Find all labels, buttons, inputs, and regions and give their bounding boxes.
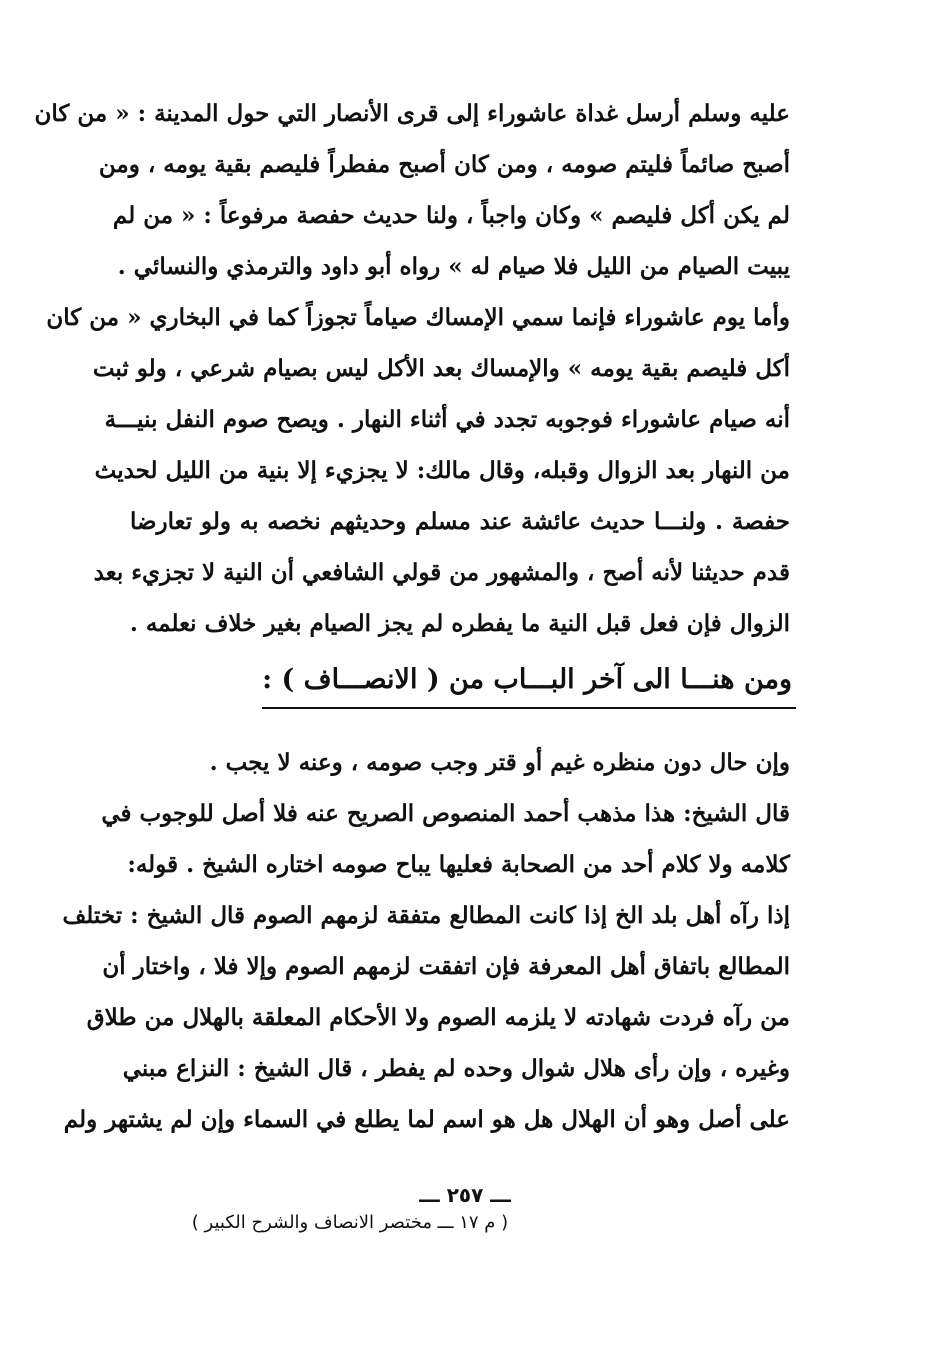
text-line: قال الشيخ: هذا مذهب أحمد المنصوص الصريح عنه فلا أصل للوجوب في: [101, 800, 790, 827]
text-line: لم يكن أكل فليصم » وكان واجباً ، ولنا حديث حفصة مرفوعاً : « من لم: [112, 202, 790, 229]
text-line: حفصة . ولنـــا حديث عائشة عند مسلم وحديثهم نخصه به ولو تعارضا: [130, 508, 790, 535]
heading-underline: [262, 707, 796, 709]
text-line: على أصل وهو أن الهلال هل هو اسم لما يطلع في السماء وإن لم يشتهر ولم: [63, 1106, 790, 1133]
text-line: الزوال فإن فعل قبل النية ما يفطره لم يجز الصيام بغير خلاف نعلمه .: [129, 610, 790, 637]
text-line: قدم حديثنا لأنه أصح ، والمشهور من قولي الشافعي أن النية لا تجزيء بعد: [93, 559, 790, 586]
text-line: وأما يوم عاشوراء فإنما سمي الإمساك صياماً تجوزاً كما في البخاري « من كان: [46, 304, 790, 331]
page-number: ـــ ٢٥٧ ـــ: [419, 1183, 511, 1207]
text-line: أكل فليصم بقية يومه » والإمساك بعد الأكل ليس بصيام شرعي ، ولو ثبت: [92, 355, 790, 382]
text-line: من رآه فردت شهادته لا يلزمه الصوم ولا الأحكام المعلقة بالهلال من طلاق: [86, 1004, 790, 1031]
text-line: عليه وسلم أرسل غداة عاشوراء إلى قرى الأنصار التي حول المدينة : « من كان: [34, 100, 790, 127]
text-line: أصبح صائماً فليتم صومه ، ومن كان أصبح مفطراً فليصم بقية يومه ، ومن: [98, 151, 790, 178]
footer-note: ( م ١٧ ـــ مختصر الانصاف والشرح الكبير ): [191, 1212, 509, 1233]
paragraph-2: [62, 737, 790, 1145]
text-line: المطالع باتفاق أهل المعرفة فإن اتفقت لزمهم الصوم وإلا فلا ، واختار أن: [102, 953, 790, 980]
text-line: إذا رآه أهل بلد الخ إذا كانت المطالع متفقة لزمهم الصوم قال الشيخ : تختلف: [62, 902, 790, 929]
text-line: أنه صيام عاشوراء فوجوبه تجدد في أثناء النهار . ويصح صوم النفل بنيـــة: [104, 406, 790, 433]
text-line: يبيت الصيام من الليل فلا صيام له » رواه أبو داود والترمذي والنسائي .: [117, 253, 790, 280]
text-line: كلامه ولا كلام أحد من الصحابة فعليها يباح صومه اختاره الشيخ . قوله:: [127, 851, 790, 878]
text-line: وإن حال دون منظره غيم أو قتر وجب صومه ، وعنه لا يجب .: [209, 749, 790, 776]
text-line: من النهار بعد الزوال وقبله، وقال مالك: لا يجزيء إلا بنية من الليل لحديث: [94, 457, 790, 484]
section-heading: ومن هنـــا الى آخر البـــاب من ( الانصـــاف ) :: [262, 664, 792, 695]
text-line: وغيره ، وإن رأى هلال شوال وحده لم يفطر ، قال الشيخ : النزاع مبني: [122, 1055, 790, 1082]
paragraph-1: [34, 88, 790, 649]
